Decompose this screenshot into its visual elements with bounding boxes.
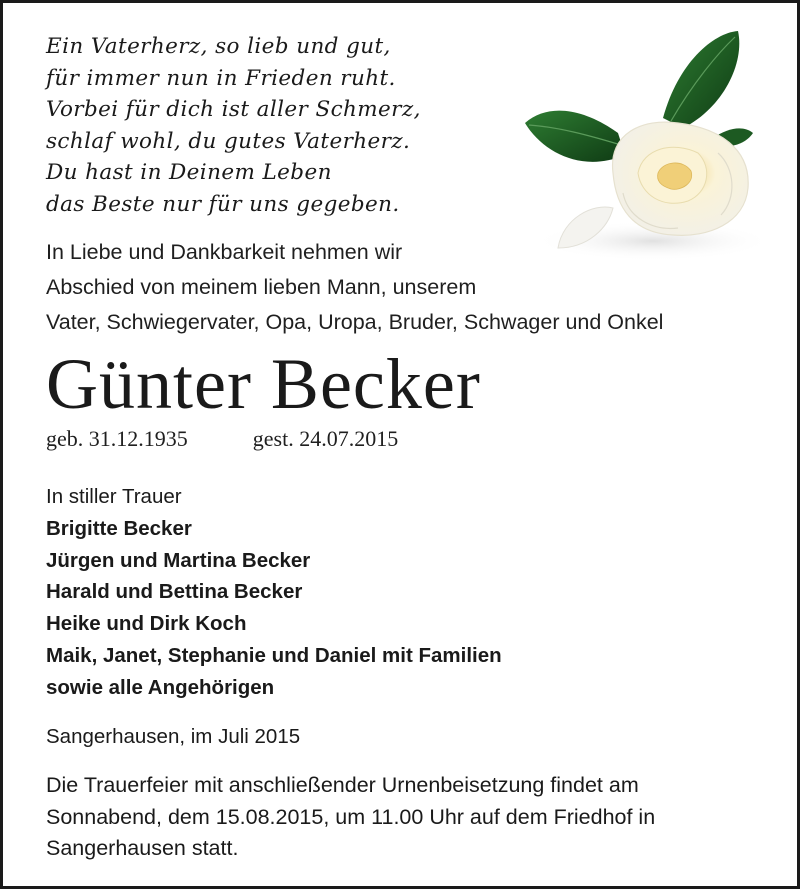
mourner: Brigitte Becker [46,517,192,540]
mourner: Jürgen und Martina Becker [46,548,311,572]
death-date: gest. 24.07.2015 [252,426,399,451]
mourner: Heike und Dirk Koch [46,612,247,636]
intro-line: In Liebe und Dankbarkeit nehmen wir [46,240,403,264]
mourning-label: In stiller Trauer [46,485,182,508]
intro-text [46,235,663,340]
intro-line: Abschied von meinem lieben Mann, unserem [46,275,477,299]
deceased-name: Günter Becker [46,344,481,424]
poem-line: schlaf wohl, du gutes Vaterherz. [46,128,411,154]
notice-line: Sangerhausen statt. [46,836,239,860]
poem-line: Vorbei für dich ist aller Schmerz, [46,97,421,123]
poem-line: das Beste nur für uns gegeben. [46,191,400,217]
poem-line: für immer nun in Frieden ruht. [46,65,396,91]
notice-line: Die Trauerfeier mit anschließender Urnenbeisetzung findet am [46,773,639,797]
poem-line: Ein Vaterherz, so lieb und gut, [46,34,391,59]
place-date: Sangerhausen, im Juli 2015 [46,725,301,748]
mourner: sowie alle Angehörigen [46,675,275,699]
life-dates [46,423,398,455]
poem-line: Du hast in Deinem Leben [46,160,332,186]
mourner: Harald und Bettina Becker [46,580,303,604]
birth-date: geb. 31.12.1935 [46,426,188,451]
mourners-list [46,513,502,703]
white-rose-icon [513,23,783,268]
mourner: Maik, Janet, Stephanie und Daniel mit Familien [46,643,502,667]
poem [46,31,421,221]
funeral-notice [46,770,655,865]
intro-line: Vater, Schwiegervater, Opa, Uropa, Bruder, Schwager und Onkel [46,310,664,334]
notice-line: Sonnabend, dem 15.08.2015, um 11.00 Uhr auf dem Friedhof in [46,804,656,829]
